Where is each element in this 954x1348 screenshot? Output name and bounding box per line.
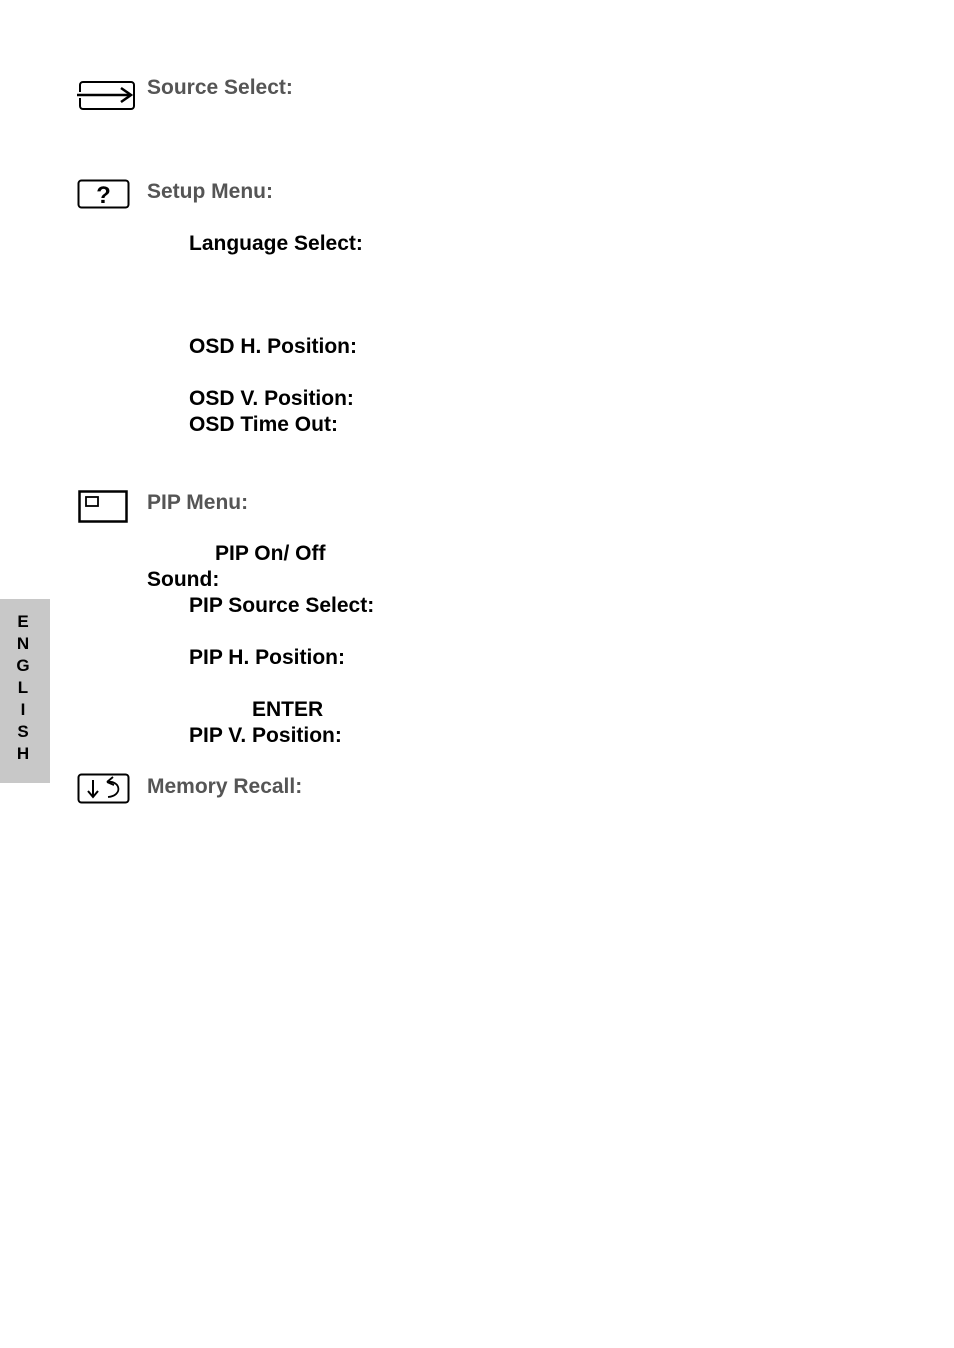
question-mark-icon bbox=[77, 179, 130, 210]
pip-v-position-label: PIP V. Position: bbox=[189, 724, 342, 747]
pip-menu-title: PIP Menu: bbox=[147, 491, 249, 514]
side-tab-letter: N bbox=[16, 634, 30, 653]
language-select-label: Language Select: bbox=[189, 232, 363, 255]
memory-recall-icon bbox=[77, 773, 130, 805]
enter-label: ENTER bbox=[252, 698, 324, 721]
side-tab-letter: H bbox=[16, 744, 30, 763]
sound-label: Sound: bbox=[147, 568, 220, 591]
side-tab-letter: E bbox=[17, 612, 29, 631]
memory-recall-title: Memory Recall: bbox=[147, 775, 303, 798]
side-tab-letter: G bbox=[16, 656, 30, 675]
language-side-tab bbox=[0, 599, 50, 783]
source-select-title: Source Select: bbox=[147, 76, 293, 99]
arrow-right-icon bbox=[77, 80, 135, 112]
pip-window-icon bbox=[78, 490, 128, 523]
side-tab-letter: I bbox=[20, 700, 26, 719]
setup-menu-title: Setup Menu: bbox=[147, 180, 273, 203]
side-tab-letter: S bbox=[17, 722, 29, 741]
pip-source-select-label: PIP Source Select: bbox=[189, 594, 375, 617]
osd-h-position-label: OSD H. Position: bbox=[189, 335, 357, 358]
svg-text:?: ? bbox=[96, 182, 111, 209]
pip-h-position-label: PIP H. Position: bbox=[189, 646, 345, 669]
pip-on-off-label: PIP On/ Off bbox=[215, 542, 326, 565]
osd-v-position-label: OSD V. Position: bbox=[189, 387, 354, 410]
side-tab-letter: L bbox=[17, 678, 29, 697]
osd-time-out-label: OSD Time Out: bbox=[189, 413, 338, 436]
